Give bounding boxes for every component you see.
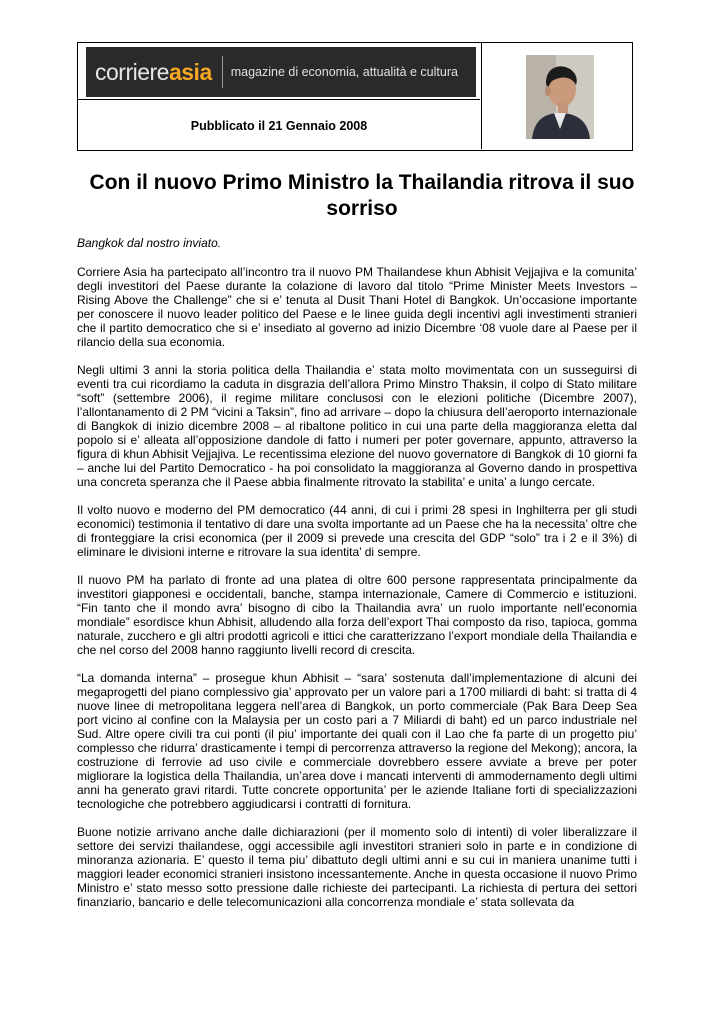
logo-wordmark: corriere [95,58,169,85]
banner-tagline: magazine di economia, attualità e cultura [230,65,458,79]
article-paragraph: Negli ultimi 3 anni la storia politica della Thailandia e’ stata molto movimentata con un susseguirsi di eventi tra cui ricordiamo la caduta in disgrazia dell’allora Primo Minstro Thaksin, il colpo di Stato militare “soft” (settembre 2006), il regime militare conclusosi con le elezioni politiche (Dicembre 2007), l’allontanamento di 2 PM “vicini a Taksin”, fino ad arrivare – dopo la chiusura dell’aeroporto internazionale di Bangkok di inizio dicembre 2008 – al ribaltone politico in cui una parte della maggioranza eletta dal popolo si e’ alleata all’opposizione dandole di fatto i numeri per poter governare, appunto, attraverso la figura di khun Abhisit Vejjajiva. Le recentissima elezione del nuovo governatore di Bangkok di 10 giorni fa – anche lui del Partito Democratico - ha poi consolidato la maggioranza al Governo dando in prospettiva una concreta speranza che il Paese abbia finalmente ritrovato la stabilita’ e unita’ a lungo cercate. [77,363,637,489]
article-paragraph: Buone notizie arrivano anche dalle dichiarazioni (per il momento solo di intenti) di voler liberalizzare il settore dei servizi thailandese, oggi accessibile agli investitori stranieri solo in parte e in condizione di minoranza azionaria. E’ questo il tema piu’ dibattuto degli ultimi anni e su cui in maniera unanime tutti i maggiori leader economici stranieri insistono incessantemente. Anche in questa occasione il nuovo Primo Ministro e’ stato messo sotto pressione dalle richieste dei partecipanti. La richiesta di pertura dei settori finanziario, bancario e delle telecomunicazioni alla concorrenza mondiale e’ stata sollevata da [77,825,637,909]
prime-minister-photo [526,55,594,139]
masthead-separator [78,99,480,100]
article-byline: Bangkok dal nostro inviato. [77,236,222,250]
article-paragraph: “La domanda interna” – prosegue khun Abhisit – “sara’ sostenuta dall’implementazione di alcuni dei megaprogetti del piano complessivo gia’ approvato per un valore pari a 1700 miliardi di baht: si tratta di 4 nuove linee di metropolitana leggera nell’area di Bangkok, un porto commerciale (Pak Bara Deep Sea port vicino al confine con la Malaysia per un costo pari a 7 Miliardi di baht) ed un parco industriale nel Sud. Altre opere civili tra cui ponti (il piu’ importante dei quali con il Lao che fa parte di un progetto piu’ complesso che ridurra’ drasticamente i tempi di percorrenza attraverso la regione del Mekong); ancora, la costruzione di ferrovie ad uso civile e commerciale dovrebbero essere avviate a breve per poter migliorare la logistica della Thailandia, un’area dove i mancati interventi di ammodernamento degli ultimi anni ha generato gravi ritardi. Tutte concrete opportunita’ per le aziende Italiane forti di specializzazioni tecnologiche che potrebbero aggiudicarsi i contratti di fornitura. [77,671,637,811]
article-paragraph: Il nuovo PM ha parlato di fronte ad una platea di oltre 600 persone rappresentata principalmente da investitori giapponesi e occidentali, banche, stampa internazionale, Camere di Commercio e istituzioni. “Fin tanto che il mondo avra’ bisogno di cibo la Thailandia avra’ un ruolo importante nell’economia mondiale” esordisce khun Abhisit, alludendo alla forza dell’export Thai composto da riso, tapioca, gomma naturale, zucchero e gli altri prodotti agricoli e ittici che caratterizzano l’export mondiale della Thailandia e che nel corso del 2008 hanno raggiunto livelli record di crescita. [77,573,637,657]
portrait-image [526,55,594,139]
publication-date: Pubblicato il 21 Gennaio 2008 [190,119,368,133]
masthead-left-cell [78,43,482,149]
article-paragraph: Corriere Asia ha partecipato all’incontro tra il nuovo PM Thailandese khun Abhisit Vejjajiva e la comunita’ degli investitori del Paese durante la colazione di lavoro dal titolo “Prime Minister Meets Investors – Rising Above the Challenge” che si e’ tenuta al Dusit Thani Hotel di Bangkok. Un’occasione importante per conoscere il nuovo leader politico del Paese e le linee guida degli incentivi agli investimenti stranieri che il partito democratico che si e’ insediato al governo ad inizio Dicembre ‘08 vuole dare al Paese per il rilancio della sua economia. [77,265,637,349]
masthead [77,42,633,151]
corriere-asia-banner [86,47,476,97]
logo-wordmark-accent: asia [168,58,212,85]
article-body [77,265,637,923]
article-title: Con il nuovo Primo Ministro la Thailandia ritrova il suo sorriso [89,171,635,220]
article-paragraph: Il volto nuovo e moderno del PM democratico (44 anni, di cui i primi 28 spesi in Inghilterra per gli studi economici) testimonia il tentativo di dare una svolta importante ad un Paese che ha la necessita’ oltre che di fronteggiare la crisi economica (per il 2009 si prevede una crescita del GDP “solo” tra i 2 e il 3%) di eliminare le divisioni interne e ritrovare la sua identita’ di sempre. [77,503,637,559]
banner-divider [222,56,223,88]
